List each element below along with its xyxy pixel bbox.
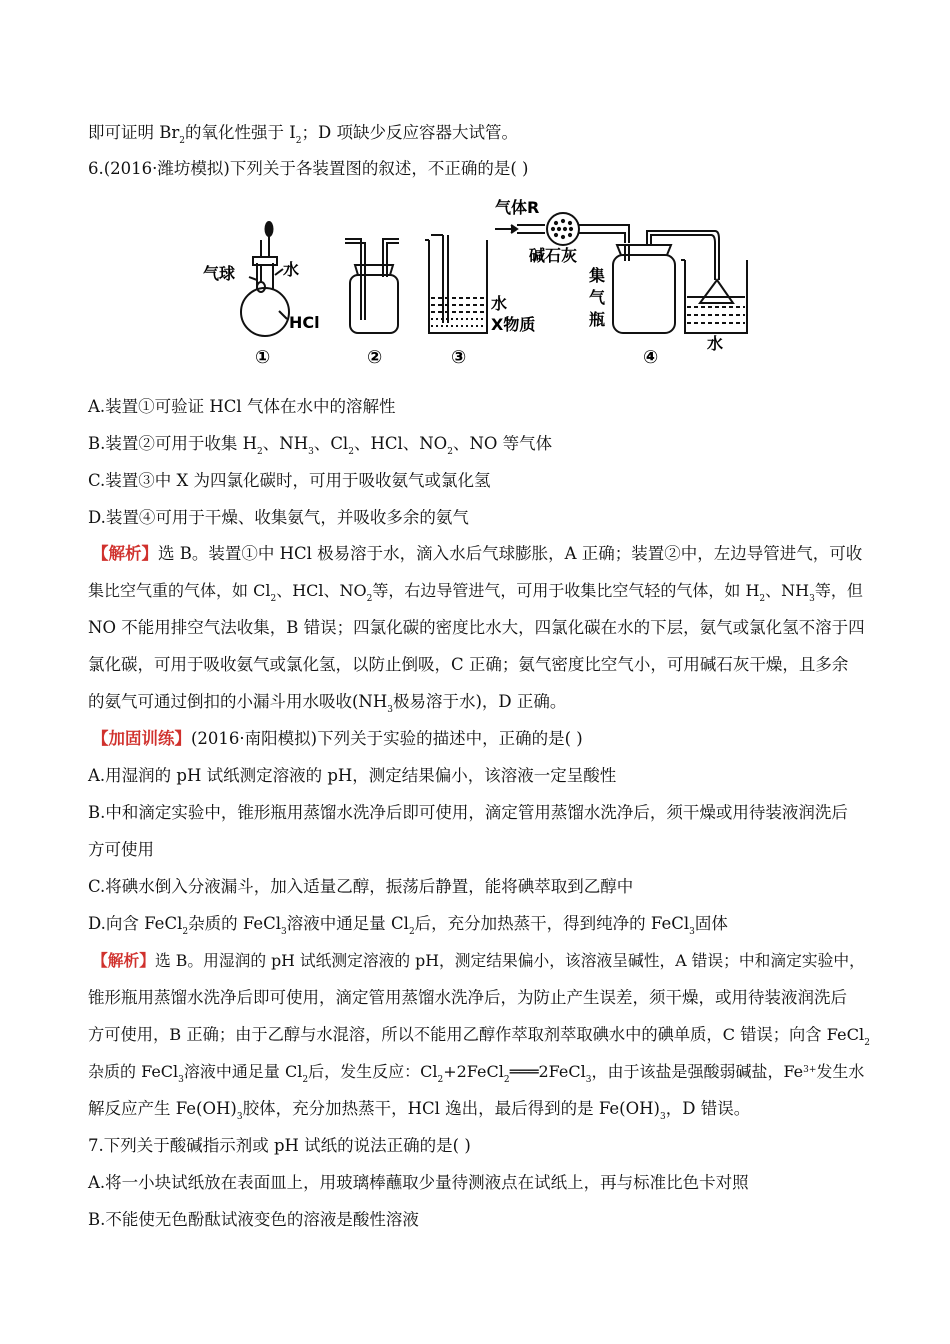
analysis-line-3: NO 不能用排空气法收集，B 错误；四氯化碳的密度比水大，四氯化碳在水的下层，氨气或氯化氢不溶于四 [88, 618, 865, 637]
option-a: A.装置①可验证 HCl 气体在水中的溶解性 [88, 397, 396, 416]
label-3: ③ [451, 347, 467, 368]
balloon-label: 气球 [203, 264, 236, 283]
practice-analysis-4: 杂质的 FeCl$_3$溶液中通足量 $Cl_2$后，发生反应：$Cl_2+2FeCl_2═══2FeCl_3$，由于该盐是强酸弱碱盐，$Fe^{3+}$发生水 [88, 1062, 865, 1085]
option-c: C.装置③中 X 为四氯化碳时，可用于吸收氨气或氯化氢 [88, 471, 491, 490]
practice-option-c: C.将碘水倒入分液漏斗，加入适量乙醇，振荡后静置，能将碘萃取到乙醇中 [88, 877, 634, 896]
practice-analysis-tag: 【解析】 [92, 951, 155, 970]
x-substance-label: X物质 [491, 315, 536, 334]
practice-option-b-2: 方可使用 [88, 840, 154, 859]
practice-analysis-2: 锥形瓶用蒸馏水洗净后即可使用，滴定管用蒸馏水洗净后，为防止产生误差，须干燥，或用待装液润洗后 [88, 988, 847, 1007]
line-1: 即可证明 $Br_2$的氧化性强于 $I_2$；D 项缺少反应容器大试管。 [88, 123, 518, 146]
water-label-4: 水 [707, 334, 724, 353]
apparatus-figure [195, 195, 765, 375]
hcl-label: HCl [289, 313, 320, 332]
practice-analysis-5: 解反应产生 $Fe(OH)_3$胶体，充分加热蒸干，HCl 逸出，最后得到的是 $Fe(OH)_3$，D 错误。 [88, 1099, 751, 1122]
analysis-line-5: 的氨气可通过倒扣的小漏斗用水吸收($NH_3$极易溶于水)，D 正确。 [88, 692, 567, 715]
practice-header: 【加固训练】(2016·南阳模拟)下列关于实验的描述中，正确的是( ) [92, 729, 583, 748]
label-2: ② [367, 347, 383, 368]
analysis-line-2: 集比空气重的气体，如 $Cl_2$、HCl、$NO_2$等，右边导管进气，可用于收集比空气轻的气体，如 $H_2$、$NH_3$等，但 [88, 581, 863, 604]
label-4: ④ [643, 347, 659, 368]
practice-tag: 【加固训练】 [92, 729, 191, 748]
option-d: D.装置④可用于干燥、收集氨气，并吸收多余的氨气 [88, 508, 469, 527]
question-7: 7.下列关于酸碱指示剂或 pH 试纸的说法正确的是( ) [88, 1136, 471, 1155]
practice-option-d: D.向含 FeCl$_2$杂质的 FeCl$_3$溶液中通足量 $Cl_2$后，充分加热蒸干，得到纯净的 FeCl$_3$固体 [88, 914, 728, 937]
option-b: B.装置②可用于收集 $H_2$、$NH_3$、$Cl_2$、HCl、$NO_2$、NO 等气体 [88, 434, 553, 457]
analysis-tag: 【解析】 [92, 544, 158, 563]
q7-option-a: A.将一小块试纸放在表面皿上，用玻璃棒蘸取少量待测液点在试纸上，再与标准比色卡对照 [88, 1173, 749, 1192]
apparatus-3 [425, 235, 487, 333]
q7-option-b: B.不能使无色酚酞试液变色的溶液是酸性溶液 [88, 1210, 419, 1229]
analysis-line-1: 【解析】选 B。装置①中 HCl 极易溶于水，滴入水后气球膨胀，A 正确；装置②中，左边导管进气，可收 [92, 544, 863, 563]
label-1: ① [255, 347, 271, 368]
apparatus-1 [241, 222, 289, 336]
water-label-1: 水 [283, 260, 300, 279]
gas-r-label: 气体R [495, 198, 540, 217]
bottle-label-3: 瓶 [589, 310, 606, 329]
bottle-label-2: 气 [589, 288, 606, 307]
question-6: 6.(2016·潍坊模拟)下列关于各装置图的叙述，不正确的是( ) [88, 159, 529, 178]
analysis-line-4: 氯化碳，可用于吸收氨气或氯化氢，以防止倒吸，C 正确；氨气密度比空气小，可用碱石灰干燥，且多余 [88, 655, 849, 674]
practice-option-a: A.用湿润的 pH 试纸测定溶液的 pH，测定结果偏小，该溶液一定呈酸性 [88, 766, 617, 785]
practice-analysis-1: 【解析】选 B。用湿润的 pH 试纸测定溶液的 pH，测定结果偏小，该溶液呈碱性，A 错误；中和滴定实验中， [92, 951, 865, 970]
soda-lime-label: 碱石灰 [529, 246, 578, 265]
practice-analysis-3: 方可使用，B 正确；由于乙醇与水混溶，所以不能用乙醇作萃取剂萃取碘水中的碘单质，C 错误；向含 FeCl$_2$ [88, 1025, 870, 1048]
water-label-3: 水 [491, 294, 508, 313]
apparatus-2 [345, 239, 399, 333]
practice-option-b-1: B.中和滴定实验中，锥形瓶用蒸馏水洗净后即可使用，滴定管用蒸馏水洗净后，须干燥或用待装液润洗后 [88, 803, 848, 822]
bottle-label-1: 集 [589, 266, 606, 285]
